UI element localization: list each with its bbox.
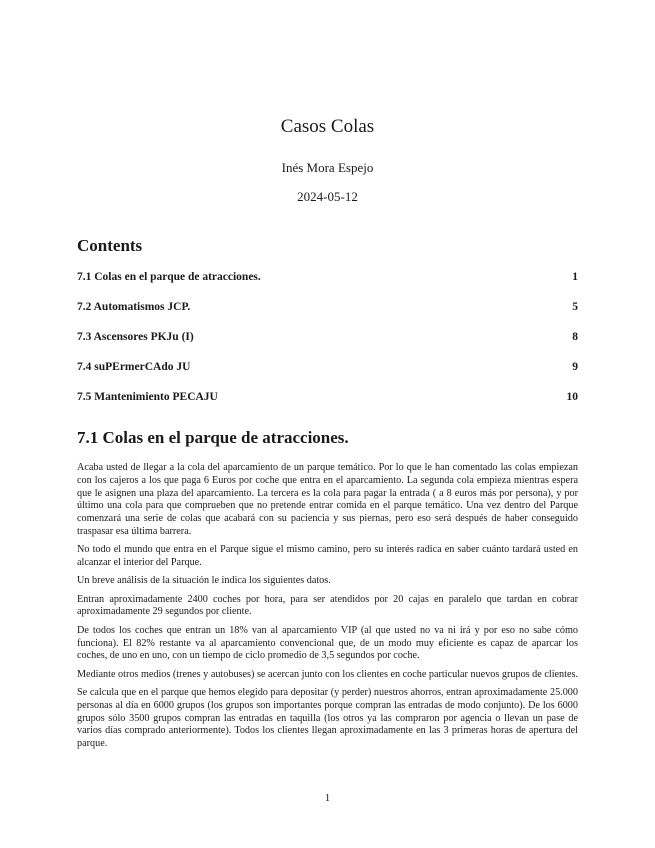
body-paragraph: Acaba usted de llegar a la cola del aparcamiento de un parque temático. Por lo que le han comentado las colas empiezan con los cajeros a los que paga 6 Euros por coche que entra en el aparcamiento. La segunda cola empieza mientras espera que le asignen una plaza del aparcamiento. La tercera es la cola para pagar la entrada ( a 8 euros más por persona), y por último una cola para que comprueben que no pretende entrar comida en el parque temático. Una vez dentro del Parque comenzará una serie de colas que acabará con su paciencia y sus piernas, pero eso será después de haber conseguido traspasar esa última barrera. bbox=[77, 462, 578, 537]
page-number: 1 bbox=[324, 792, 331, 804]
toc-entry-label[interactable]: 7.1 Colas en el parque de atracciones. bbox=[77, 271, 261, 283]
toc-entry-page[interactable]: 10 bbox=[566, 391, 578, 403]
toc-entry[interactable] bbox=[77, 301, 578, 331]
toc-entry[interactable] bbox=[77, 271, 578, 301]
document-date: 2024-05-12 bbox=[297, 189, 358, 204]
body-paragraph: Se calcula que en el parque que hemos elegido para depositar (y perder) nuestros ahorros, entran aproximadamente 25.000 personas al día en 6000 grupos (los grupos son importantes porque compran las entradas de modo conjunto). De los 6000 grupos sólo 3500 grupos compran las entradas en taquilla (los otros ya las compraron por agencia o llevan un pase de varios días comprado anteriormente). Todos los clientes llegan aproximadamente en las 3 primeras horas de apertura del parque. bbox=[77, 686, 578, 750]
document-author: Inés Mora Espejo bbox=[281, 160, 374, 175]
body-paragraph: Un breve análisis de la situación le indica los siguientes datos. bbox=[77, 575, 331, 587]
toc-entry-label[interactable]: 7.3 Ascensores PKJu (I) bbox=[77, 331, 194, 343]
body-paragraph: Entran aproximadamente 2400 coches por hora, para ser atendidos por 20 cajas en paralelo que tardan en cobrar aproximadamente 29 segundos por cliente. bbox=[77, 593, 578, 618]
toc-entry-page[interactable]: 8 bbox=[572, 331, 578, 343]
toc-entry[interactable] bbox=[77, 391, 578, 421]
body-paragraph: De todos los coches que entran un 18% van al aparcamiento VIP (al que usted no va ni irá y por eso no sabe cómo funciona). El 82% restante va al aparcamiento convencional que, de un modo muy eficiente es capaz de aparcar los coches, de uno en uno, con un tiempo de ciclo promedio de 3,5 segundos por coche. bbox=[77, 624, 578, 662]
document-title: Casos Colas bbox=[280, 116, 375, 137]
table-of-contents bbox=[77, 271, 578, 421]
toc-entry-page[interactable]: 1 bbox=[572, 271, 578, 283]
toc-entry[interactable] bbox=[77, 361, 578, 391]
section-heading: 7.1 Colas en el parque de atracciones. bbox=[77, 428, 349, 447]
toc-entry[interactable] bbox=[77, 331, 578, 361]
toc-entry-label[interactable]: 7.2 Automatismos JCP. bbox=[77, 301, 191, 313]
toc-entry-page[interactable]: 5 bbox=[572, 301, 578, 313]
section-body bbox=[77, 462, 578, 756]
body-paragraph: Mediante otros medios (trenes y autobuses) se acercan junto con los clientes en coche particular nuevos grupos de clientes. bbox=[77, 668, 579, 680]
toc-entry-label[interactable]: 7.4 suPErmerCAdo JU bbox=[77, 361, 191, 373]
toc-entry-label[interactable]: 7.5 Mantenimiento PECAJU bbox=[77, 391, 218, 403]
body-paragraph: No todo el mundo que entra en el Parque sigue el mismo camino, pero su interés radica en saber cuánto tardará usted en alcanzar el interior del Parque. bbox=[77, 544, 578, 569]
contents-heading: Contents bbox=[77, 236, 143, 255]
toc-entry-page[interactable]: 9 bbox=[572, 361, 578, 373]
